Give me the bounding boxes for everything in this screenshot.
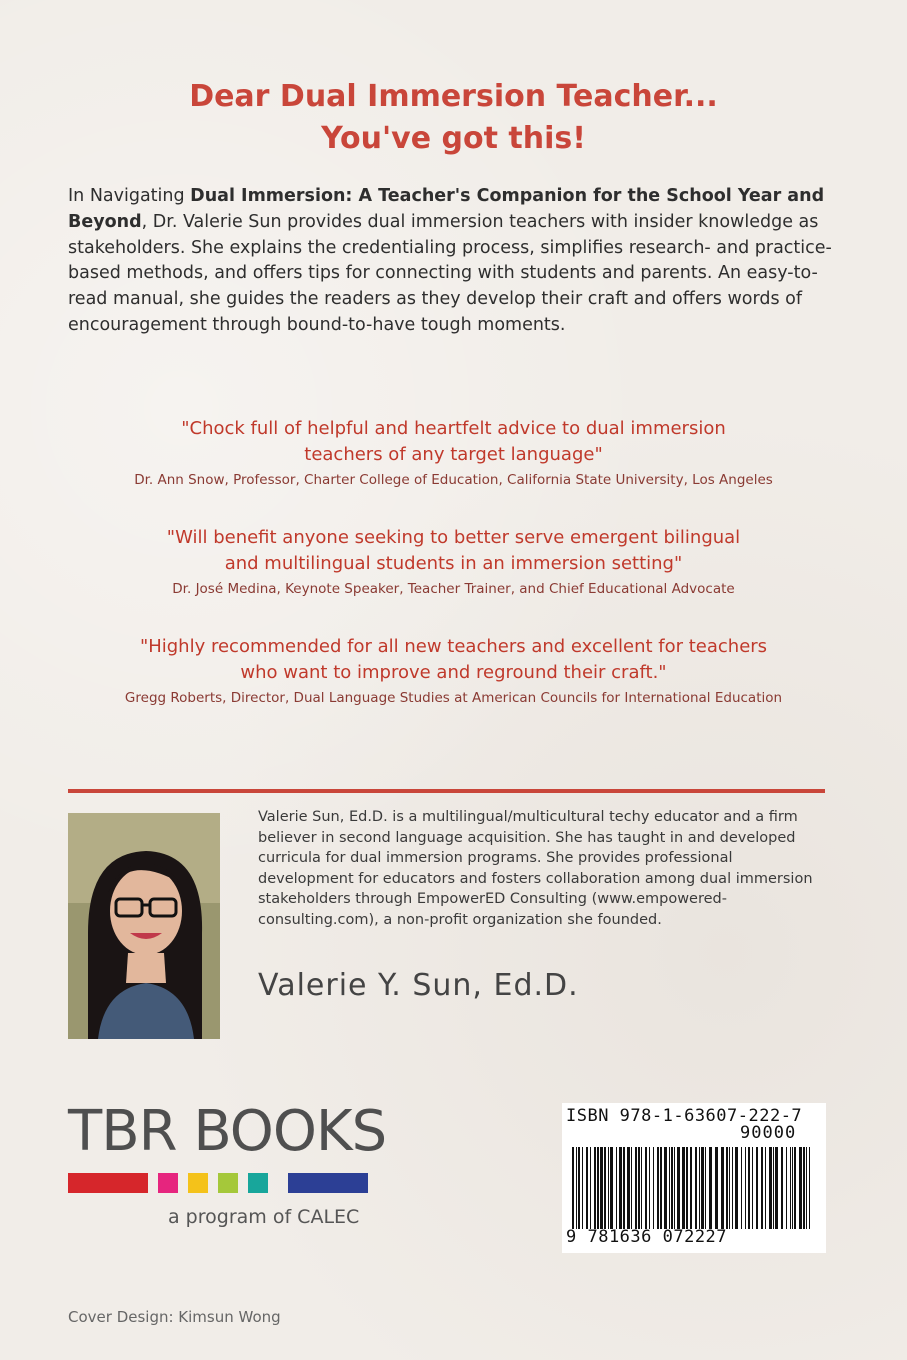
barcode-stripe <box>645 1147 647 1229</box>
barcode-stripe <box>765 1147 766 1229</box>
publisher-logo-color-bars <box>68 1173 368 1193</box>
blurb-book-title: Dual Immersion: A Teacher's Companion for the School Year and Beyond <box>68 186 825 232</box>
barcode-stripe <box>627 1147 630 1229</box>
barcode-stripe <box>695 1147 697 1229</box>
barcode-stripe <box>657 1147 659 1229</box>
quote-attribution: Dr. Ann Snow, Professor, Charter College of Education, California State University, Los Angeles <box>134 472 773 488</box>
publisher-logo: TBR BOOKS <box>68 1099 387 1164</box>
barcode-stripe <box>638 1147 640 1229</box>
price-code: 90000 <box>740 1123 797 1143</box>
logo-bar-red <box>68 1173 148 1193</box>
barcode-stripe <box>726 1147 728 1229</box>
barcode-stripe <box>806 1147 807 1229</box>
barcode-stripe <box>608 1147 609 1229</box>
headline-line-2: You've got this! <box>321 121 586 156</box>
blurb-intro: In Navigating <box>68 186 191 206</box>
barcode-stripe <box>729 1147 730 1229</box>
book-description <box>68 184 838 339</box>
isbn-barcode <box>562 1103 826 1253</box>
barcode-number: 9 781636 072227 <box>566 1227 728 1247</box>
barcode-stripe <box>701 1147 704 1229</box>
barcode-stripe <box>761 1147 763 1229</box>
quote-attribution: Dr. José Medina, Keynote Speaker, Teacher Trainer, and Chief Educational Advocate <box>172 581 735 597</box>
barcode-stripe <box>803 1147 805 1229</box>
barcode-stripe <box>671 1147 673 1229</box>
barcode-stripe <box>576 1147 577 1229</box>
barcode-stripe <box>745 1147 746 1229</box>
logo-bar-yellow <box>188 1173 208 1193</box>
barcode-stripe <box>653 1147 654 1229</box>
endorsement-quote <box>40 416 867 490</box>
barcode-stripe <box>631 1147 632 1229</box>
barcode-stripe <box>635 1147 637 1229</box>
headline <box>0 76 907 160</box>
barcode-stripe <box>775 1147 778 1229</box>
barcode-stripe <box>741 1147 742 1229</box>
barcode-stripe <box>748 1147 750 1229</box>
author-bio: Valerie Sun, Ed.D. is a multilingual/multicultural techy educator and a firm believer in second language acquisition. She has taught in and developed curricula for dual immersion programs. She provides professional development for educators and fosters collaboration among dual immersion stakeholders through EmpowerED Consulting (www.empowered-consulting.com), a non-profit organization she founded. <box>258 809 813 928</box>
publisher-tagline: a program of CALEC <box>168 1206 360 1228</box>
quote-line: and multilingual students in an immersion setting" <box>224 553 683 574</box>
author-name: Valerie Y. Sun, Ed.D. <box>258 968 579 1003</box>
barcode-stripe <box>623 1147 625 1229</box>
endorsement-quote <box>40 634 867 708</box>
blurb-body: , Dr. Valerie Sun provides dual immersion teachers with insider knowledge as stakeholders. She explains the credentialing process, simplifies research- and practice-based methods, and offers tips for connecting with students and parents. An easy-to-read manual, she guides the readers as they develop their craft and offers words of encouragement through bound-to-have tough moments. <box>68 211 832 335</box>
author-photo <box>68 813 220 1039</box>
barcode-stripe <box>690 1147 692 1229</box>
barcode-stripe <box>664 1147 667 1229</box>
quote-line: "Highly recommended for all new teachers and excellent for teachers <box>139 636 768 657</box>
barcode-stripe <box>590 1147 591 1229</box>
logo-bar-teal <box>248 1173 268 1193</box>
barcode-stripe <box>799 1147 802 1229</box>
barcode-stripe <box>781 1147 783 1229</box>
quote-line: "Will benefit anyone seeking to better serve emergent bilingual <box>166 527 741 548</box>
quote-line: "Chock full of helpful and heartfelt advice to dual immersion <box>181 418 726 439</box>
barcode-stripe <box>686 1147 688 1229</box>
barcode-stripe <box>677 1147 680 1229</box>
barcode-stripe <box>600 1147 603 1229</box>
barcode-stripe <box>735 1147 738 1229</box>
barcode-stripe <box>790 1147 791 1229</box>
barcode-stripe <box>586 1147 588 1229</box>
barcode-stripe <box>597 1147 599 1229</box>
barcode-stripe <box>732 1147 733 1229</box>
quote-line: teachers of any target language" <box>304 444 603 465</box>
barcode-stripe <box>610 1147 613 1229</box>
quote-attribution: Gregg Roberts, Director, Dual Language Studies at American Councils for International Education <box>124 690 783 706</box>
barcode-stripe <box>715 1147 718 1229</box>
section-divider <box>68 789 825 793</box>
barcode-bars <box>572 1147 822 1229</box>
barcode-stripe <box>616 1147 617 1229</box>
endorsement-quote <box>40 525 867 599</box>
barcode-stripe <box>752 1147 753 1229</box>
barcode-stripe <box>649 1147 650 1229</box>
barcode-stripe <box>773 1147 774 1229</box>
barcode-stripe <box>604 1147 606 1229</box>
barcode-stripe <box>705 1147 706 1229</box>
barcode-stripe <box>682 1147 685 1229</box>
logo-bar-pink <box>158 1173 178 1193</box>
barcode-stripe <box>578 1147 580 1229</box>
cover-design-credit: Cover Design: Kimsun Wong <box>68 1308 281 1326</box>
barcode-stripe <box>769 1147 772 1229</box>
isbn-label: ISBN 978-1-63607-222-7 <box>566 1106 803 1126</box>
barcode-stripe <box>786 1147 787 1229</box>
barcode-stripe <box>792 1147 793 1229</box>
headline-line-1: Dear Dual Immersion Teacher... <box>189 79 718 114</box>
barcode-stripe <box>709 1147 712 1229</box>
barcode-stripe <box>794 1147 796 1229</box>
barcode-stripe <box>582 1147 583 1229</box>
barcode-stripe <box>594 1147 596 1229</box>
barcode-stripe <box>660 1147 662 1229</box>
barcode-stripe <box>699 1147 700 1229</box>
barcode-stripe <box>674 1147 675 1229</box>
barcode-stripe <box>619 1147 622 1229</box>
author-portrait-illustration <box>68 813 220 1039</box>
barcode-stripe <box>809 1147 810 1229</box>
barcode-stripe <box>669 1147 670 1229</box>
barcode-stripe <box>641 1147 642 1229</box>
barcode-stripe <box>756 1147 758 1229</box>
barcode-stripe <box>572 1147 574 1229</box>
quote-line: who want to improve and reground their craft." <box>240 662 667 683</box>
logo-bar-green <box>218 1173 238 1193</box>
barcode-stripe <box>721 1147 724 1229</box>
logo-bar-blue <box>288 1173 368 1193</box>
